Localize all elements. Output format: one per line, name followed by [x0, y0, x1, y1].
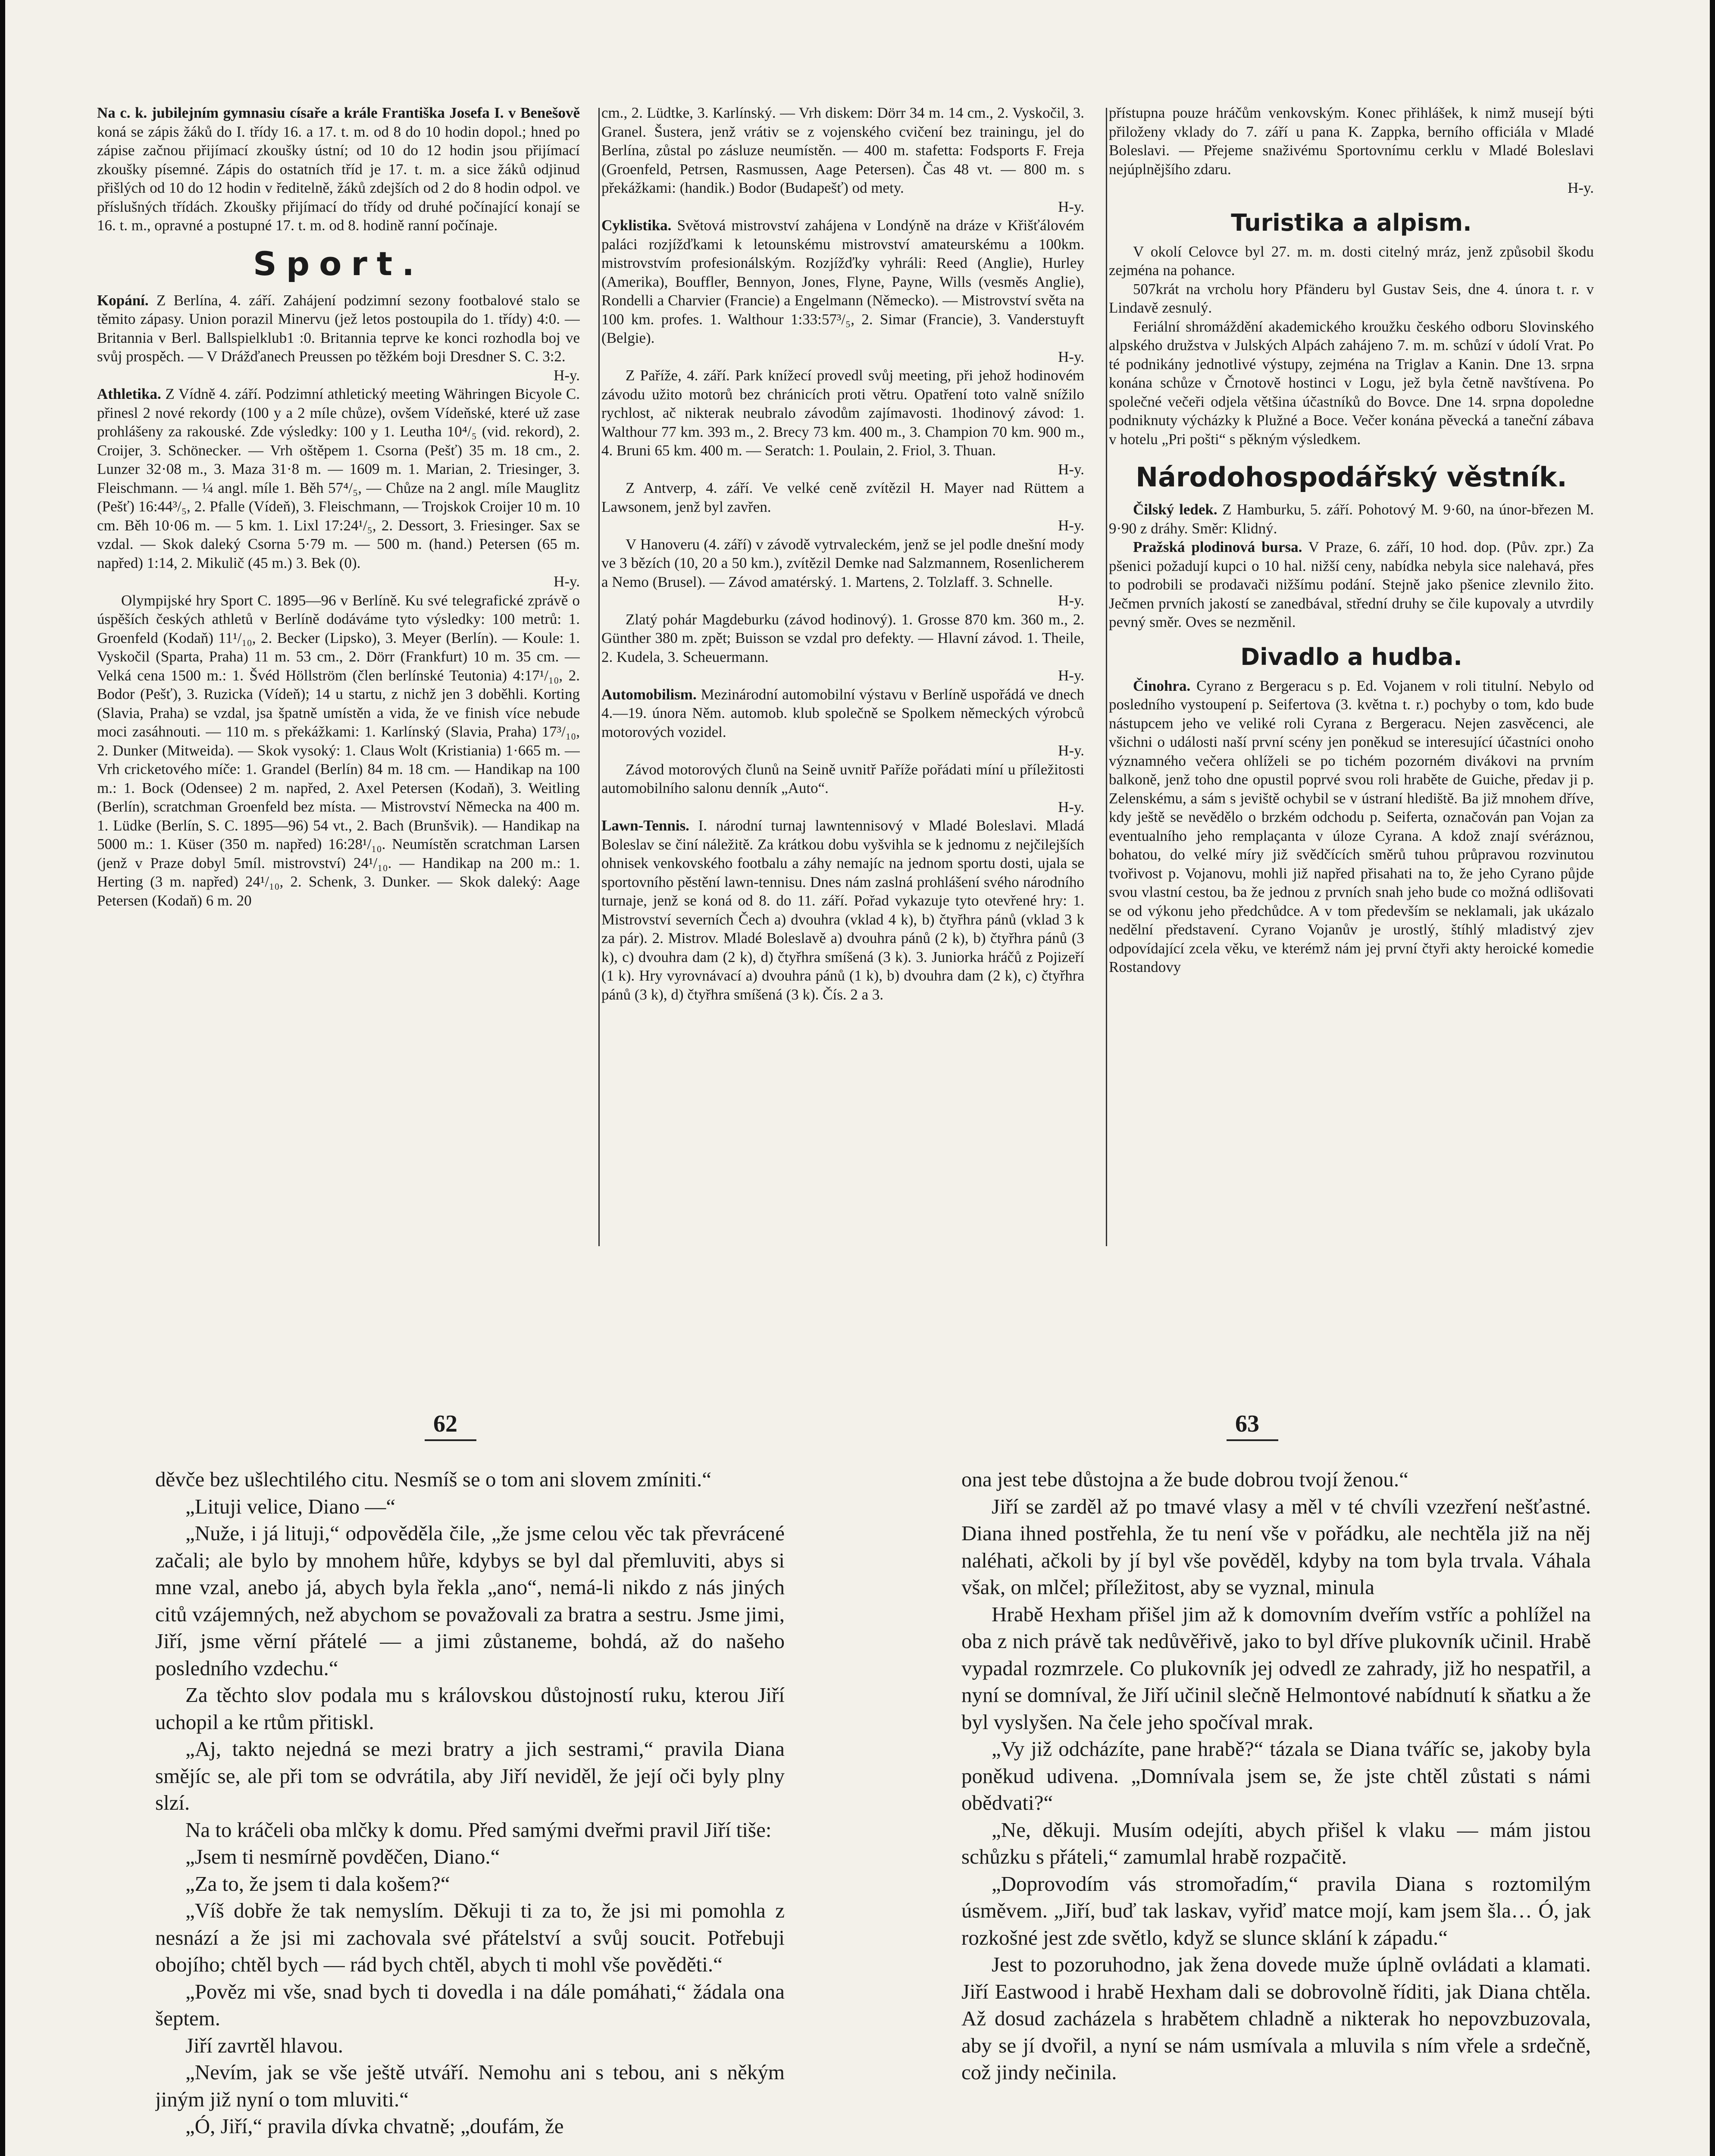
ledek-text: Z Hamburku, 5. září. Pohotový M. 9·60, na únor-březen M. 9·90 z dráhy. Směr: Klidný. — [1109, 501, 1594, 537]
book-paragraph: „Lituji velice, Diano —“ — [185, 1494, 396, 1518]
page-number-right: 63 — [1235, 1410, 1259, 1437]
book-paragraph: Hrabě Hexham přišel jim až k domovním dveřím vstříc a pohlížel na oba z nich právě tak nedůvěřivě, jako to byl dříve plukovník učinil. Hrabě vypadal rozmrzele. Co plukovník jej odvedl ze zahrady, již ho nespatřil, a nyní se domníval, že Jiří učinil slečně Helmontové nabídnutí k sňatku a že byl vyslyšen. Na čele jeho spočíval mrak. — [961, 1602, 1591, 1734]
athletika-lead: Athletika. — [97, 385, 161, 402]
book-paragraph: „Víš dobře že tak nemyslím. Děkuji ti za to, že jsi mi pomohla z nesnází a že jsi mi zachovala své přátelství a svůj soucit. Potřebuji obojího; chtěl bych — rád bych chtěl, abych ti mohl vše pověděti.“ — [155, 1899, 785, 1976]
article-celovec: V okolí Celovce byl 27. m. m. dosti citelný mráz, jenž způsobil škodu zejména na pohance. — [1109, 243, 1594, 279]
article-athletika — [97, 385, 580, 572]
cyklistika-text: Světová mistrovství zahájena v Londýně na dráze v Křišťálovém paláci rozjížďkami k letounskému mistrovství amateurskému a 100km. mistrovstvím profesionálským. Rozjížďky vyhráli: Reed (Anglie), Hurley (Amerika), Bouffler, Bennyon, Jones, Flyne, Payne, Wills (vesměs Anglie), Rondelli a Charvier (Francie) a Engelmann (Německo). — Mistrovství světa na 100 km. profes. 1. Walthour 1:33:57³/₅, 2. Simar (Francie), 3. Vanderstuyft (Belgie). — [601, 217, 1084, 346]
article-ferialni: Feriální shromáždění akademického kroužku českého odboru Slovinského alpského družstva v Julských Alpách zahájeno 7. m. m. schůzí v údolí Vrat. Po té podnikány jednotlivé výstupy, zejména na Triglav a Kanin. Dne 13. srpna konána schůze v Črnotově hostinci v Logu, jež byla četně navštívena. Po společné večeři odjela většina účastníků do Bovce. Dne 14. srpna dopoledne podniknuty výcházky k Plužné a Boce. Večer konána pěvecká a taneční zábava v hotelu „Pri pošti“ s pěkným výsledkem. — [1109, 318, 1594, 448]
book-paragraph: „Za to, že jsem ti dala košem?“ — [185, 1871, 450, 1896]
book-paragraph: Jiří zavrtěl hlavou. — [185, 2033, 344, 2057]
page-number-left: 62 — [433, 1410, 457, 1437]
book-paragraph: Jest to pozoruhodno, jak žena dovede muže úplně ovládati a klamati. Jiří Eastwood i hrabě Hexham dali se dobrovolně říditi, jak Diana chtěla. Až dosud zacházela s hrabětem chladně a nikterak ho nepovzbuzovala, aby se jí dvořil, a nyní se nám usmívala a mluvila s ním vřele a srdečně, což jindy nečinila. — [961, 1952, 1591, 2084]
school-notice-text: koná se zápis žáků do I. třídy 16. a 17. t. m. od 8 do 10 hodin dopol.; hned po zápise začnou přijímací zkoušky ústní; od 10 do 12 hodin jsou přijímací zkoušky písemné. Zápis do ostatních tříd je 17. t. m. a sice žáků odjinud přišlých od 10 do 12 hodin v ředitelně, žáků zdejších od 2 do 8 hodin odpol. ve příslušných třídách. Zkoušky přijímací do třídy od druhé počínající konají se 16. t. m., opravné a postupné 17. t. m. od 8. hodině ranní počínaje. — [97, 123, 580, 234]
article-cinohra — [1109, 677, 1594, 977]
page-number-underline — [425, 1439, 476, 1441]
article-cyklistika — [601, 216, 1084, 348]
book-paragraph: „Ó, Jiří,“ pravila dívka chvatně; „doufám, že — [185, 2114, 564, 2138]
book-paragraph: „Vy již odcházíte, pane hrabě?“ tázala se Diana tváříc se, jakoby byla poněkud udivena. „Domnívala jsem se, že jste chtěl zůstati s námi obědvati?“ — [961, 1737, 1591, 1814]
bursa-text: V Praze, 6. září, 10 hod. dop. (Pův. zpr.) Za pšenici požadují kupci o 10 hal. nižší ceny, nabídka nebyla sice nalehavá, přes to podrobili se prodavači nižšímu podání. Stejně jako pšenice zlevnilo žito. Ječmen prvních jakostí se zanedbával, střední druhy se čile kupovaly a utvrdily pevný směr. Oves se nezměnil. — [1109, 539, 1594, 630]
article-bursa — [1109, 538, 1594, 632]
col3-continuation: přístupna pouze hráčům venkovským. Konec přihlášek, k nimž musejí býti přiloženy vklady do 7. září u pana K. Zappka, berního officiála v Mladé Boleslavi. — Přejeme snaživému Sportovnímu cerklu v Mladé Boleslavi nejúplnějšího zdaru. — [1109, 104, 1594, 178]
athletika-text: Z Vídně 4. září. Podzimní athletický meeting Währingen Bicyole C. přinesl 2 nové rekordy (100 y a 2 míle chůze), ovšem Vídeňské, které už zase prohlášeny za rakouské. Zde výsledky: 100 y 1. Leutha 10⁴/₅ (vid. rekord), 2. Croijer, 3. Schönecker. — Vrh oštěpem 1. Csorna (Pešť) 35 m. 18 cm., 2. Lunzer 32·08 m., 3. Maza 31·8 m. — 1609 m. 1. Marian, 2. Triesinger, 3. Fleischmann. — ¼ angl. míle 1. Běh 57⁴/₅, — Chůze na 2 angl. míle Mauglitz (Pešť) 16:44³/₅, 2. Pfalle (Vídeň), 3. Fleischmann, — Trojskok Croijer 10 m. 10 cm. Běh 10·06 m. — 5 km. 1. Lixl 17:24¹/₅, 2. Dessort, 3. Friesinger. Sax se vzdal. — Skok daleký Csorna 5·79 m. — 500 m. (hand.) Petersen (65 m. napřed) 1:14, 2. Mikulič (45 m.) 3. Bek (0). — [97, 385, 580, 571]
col2-continuation: cm., 2. Lüdtke, 3. Karlínský. — Vrh diskem: Dörr 34 m. 14 cm., 2. Vyskočil, 3. Granel. Šustera, jenž vrátiv se z vojenského cvičení bez trainingu, jel do Berlína, zůstal po zásluze neumístěn. — 400 m. stafetta: Fodsports F. Freja (Groenfeld, Petrsen, Rasmussen, Aage Petersen). Čas 48 vt. — 800 m. s překážkami: (handik.) Bodor (Budapešť) od mety. — [601, 104, 1084, 196]
article-ledek — [1109, 500, 1594, 538]
cinohra-text: Cyrano z Bergeracu s p. Ed. Vojanem v roli titulní. Nebylo od posledního vystoupení p. Seifertova (3. května t. r.) pochyby o tom, kdo bude nástupcem jeho ve veliké roli Cyrana z Bergeracu. Nejen zasvěcenci, ale všichni o události naší první scény jen poněkud se interesující účastníci onoho významného večera ohlíželi se po tichém pozorném divákovi na prvním balkoně, jenž toho dne opustil poprvé svou roli hraběte de Guiche, předav ji p. Zelenskému, a sám s jeviště ochybil se v ústraní hlediště. Ba již mnohem dříve, kdy ještě se nevědělo o brzkém odchodu p. Seiferta, označován pan Vojan za eventualního jeho remplaçanta v úloze Cyrana. A kdož znají svéráznou, bohatou, do velké míry již svědčících směrů tuhou průpravou rozvinutou tvořivost p. Vojanovu, mohli již napřed přisahati na to, že jeho Cyrano půjde svou vlastní cestou, ba že jednou z prvních snah jeho bude co možná odlišovati se od výkonu jeho předchůdce. A v tom především se neklamali, jak ukázalo nedělní představení. Cyrano Vojanův je urostlý, štíhlý mladistvý zjev odpovídající zcela věku, ve kterémž nám jej první čtyři akty heroické komedie Rostandovy — [1109, 677, 1594, 975]
column-divider — [1106, 108, 1107, 1246]
cyklistika-lead: Cyklistika. — [601, 217, 672, 234]
book-paragraph: „Doprovodím vás stromořadím,“ pravila Diana s roztomilým úsměvem. „Jiří, buď tak laskav, vyřiď matce mojí, kam jsem šla… Ó, jak rozkošné jest zde světlo, když se slunce sklání k západu.“ — [961, 1871, 1591, 1949]
col3-continuation-signature: H-y. — [1568, 179, 1594, 196]
book-paragraph: „Nevím, jak se vše ještě utváří. Nemohu ani s tebou, ani s někým jiným již nyní o tom mluviti.“ — [155, 2060, 785, 2111]
book-page-right — [961, 1466, 1591, 2156]
school-notice-lead: Na c. k. jubilejním gymnasiu císaře a krále Františka Josefa I. v Benešově — [97, 104, 580, 121]
book-paragraph: „Pověz mi vše, snad bych ti dovedla i na dále pomáhati,“ žádala ona šeptem. — [155, 1979, 785, 2030]
scan-edge-left — [0, 0, 5, 2156]
turistika-heading: Turistika a alpism. — [1231, 209, 1472, 236]
kopani-lead: Kopání. — [97, 291, 149, 309]
book-page-left — [155, 1466, 785, 2156]
newspaper-column-3 — [1109, 103, 1594, 1276]
tennis-lead: Lawn-Tennis. — [601, 817, 689, 834]
book-paragraph: děvče bez ušlechtilého citu. Nesmíš se o tom ani slovem zmíniti.“ — [155, 1467, 712, 1491]
automobilism-signature: H-y. — [1058, 742, 1084, 759]
article-tennis — [601, 816, 1084, 1004]
book-paragraph: Jiří se zarděl až po tmavé vlasy a měl v té chvíli vzezření nešťastné. Diana ihned postřehla, že tu není vše v pořádku, ale nechtěla již na něj naléhati, ačkoli by jí byl vše pověděl, kdyby na tom byla trvala. Váhala však, on mlčel; příležitost, aby se vyznal, minula — [961, 1494, 1591, 1599]
column-divider — [598, 108, 600, 1246]
article-antverp: Z Antverp, 4. září. Ve velké ceně zvítězil H. Mayer nad Rüttem a Lawsonem, jenž byl zavřen. — [601, 479, 1084, 515]
pariz-signature: H-y. — [1058, 461, 1084, 478]
article-automobilism — [601, 685, 1084, 742]
article-kopani — [97, 291, 580, 366]
book-paragraph: Na to kráčeli oba mlčky k domu. Před samými dveřmi pravil Jiří tiše: — [185, 1818, 772, 1842]
bursa-lead: Pražská plodinová bursa. — [1133, 539, 1302, 555]
clunu-signature: H-y. — [1058, 798, 1084, 815]
kopani-signature: H-y. — [554, 367, 580, 384]
article-clunu: Závod motorových člunů na Seině uvnitř Paříže pořádati míní u příležitosti automobilního salonu denník „Auto“. — [601, 761, 1084, 796]
book-paragraph: ona jest tebe důstojna a že bude dobrou tvojí ženou.“ — [961, 1467, 1408, 1491]
scan-edge-right — [1710, 0, 1715, 2156]
automobilism-text: Mezinárodní automobilní výstavu v Berlíně uspořádá ve dnech 4.—19. února Něm. automob. klub společně se Spolkem německých výrobců motorových vozidel. — [601, 686, 1084, 740]
book-paragraph: „Ne, děkuji. Musím odejíti, abych přišel k vlaku — mám jistou schůzku s přáteli,“ zamumlal hrabě rozpačitě. — [961, 1818, 1591, 1868]
col2-continuation-signature: H-y. — [1058, 198, 1084, 215]
newspaper-column-1 — [97, 103, 580, 1276]
hanover-signature: H-y. — [1058, 592, 1084, 609]
book-paragraph: Za těchto slov podala mu s královskou důstojností ruku, kterou Jiří uchopil a ke rtům přitiskl. — [155, 1683, 785, 1734]
article-pfander: 507krát na vrcholu hory Pfänderu byl Gustav Seis, dne 4. února t. r. v Lindavě zesnulý. — [1109, 280, 1594, 316]
athletika-signature: H-y. — [554, 573, 580, 590]
sport-heading: Sport. — [253, 244, 424, 283]
book-paragraph: „Jsem ti nesmírně povděčen, Diano.“ — [185, 1845, 500, 1868]
automobilism-lead: Automobilism. — [601, 686, 697, 703]
article-hanover: V Hanoveru (4. září) v závodě vytrvaleckém, jenž se jel podle dnešní mody ve 3 bězích (10, 20 a 50 km.), zvítězil Demke nad Salzmannem, Rosenlicherem a Nemo (Brusel). — Závod amatérský. 1. Martens, 2. Tolzlaff. 3. Schnelle. — [601, 536, 1084, 590]
magdeburk-signature: H-y. — [1058, 667, 1084, 684]
article-pariz: Z Paříže, 4. září. Park knížecí provedl svůj meeting, při jehož hodinovém závodu užito motorů bez chránicích proti větru. Opatření toto valně snížilo rychlost, ač nikterak neubralo závodům zajímavosti. 1hodinový závod: 1. Walthour 77 km. 393 m., 2. Brecy 73 km. 400 m., 3. Champion 70 km. 900 m., 4. Bruni 65 km. 400 m. — Seratch: 1. Poulain, 2. Friol, 3. Thuan. — [601, 367, 1084, 459]
tennis-text: I. národní turnaj lawntennisový v Mladé Boleslavi. Mladá Boleslav se činí náležitě. Za krátkou dobu vyšvihla se k jednomu z nejčilejších ohnisek venkovského footbalu a záhy nemajíc na jednom sportu dosti, ujala se sportovního pěstění lawn-tennisu. Dnes nám zaslná prohlášení svého národního turnaje, jenž se koná od 8. do 11. září. Pořad vykazuje tyto otevřené hry: 1. Mistrovství severních Čech a) dvouhra (vklad 4 k), b) čtyřhra pánů (vklad 3 k za pár). 2. Mistrov. Mladé Boleslavě a) dvouhra pánů (2 k), b) čtyřhra pánů (3 k), c) dvouhra dam (2 k), d) čtyřhra smíšená (3 k). 3. Juniorka hráčů z Pojizeří (1 k). Hry vyrovnávací a) dvouhra pánů (1 k), b) dvouhra dam (2 k), c) čtyřhra pánů (3 k), d) čtyřhra smíšená (3 k). Čís. 2 a 3. — [601, 817, 1084, 1003]
article-olympic: Olympijské hry Sport C. 1895—96 v Berlíně. Ku své telegrafické zprávě o úspěších českých athletů v Berlíně dodáváme tyto výsledky: 100 metrů: 1. Groenfeld (Kodaň) 11¹/₁₀, 2. Becker (Lipsko), 3. Meyer (Berlín). — Koule: 1. Vyskočil (Sparta, Praha) 11 m. 53 cm., 2. Dörr (Frankfurt) 10 m. 35 cm. — Velká cena 1500 m.: 1. Švéd Höllström (člen berlínské Teutonia) 4:17¹/₁₀, 2. Bodor (Pešť), 3. Ruzicka (Vídeň); 14 u startu, z nichž jen 3 doběhli. Korting (Slavia, Praha) se vzdal, jsa špatně umístěn a vida, že ve finish více nebude moci zasáhnouti. — 110 m. s překážkami: 1. Karlínský (Slavia, Praha) 17³/₁₀, 2. Dunker (Mitweida). — Skok vysoký: 1. Claus Wolt (Kristiania) 1·665 m. — Vrh cricketového míče: 1. Grandel (Berlín) 84 m. 18 cm. — Handikap na 100 m.: 1. Bock (Odensee) 2 m. napřed, 2. Axel Petersen (Kodaň), 3. Weitling (Berlín), scratchman Groenfeld bez místa. — Mistrovství Německa na 400 m. 1. Lüdke (Berlín, S. C. 1895—96) 54 vt., 2. Bach (Brunšvik). — Handikap na 5000 m.: 1. Küser (350 m. napřed) 16:28¹/₁₀. Neumístěn scratchman Larsen (jenž v Praze dobyl 5míl. mistrovství) 24¹/₁₀. — Handikap na 200 m.: 1. Herting (3 m. napřed) 24¹/₁₀, 2. Schenk, 3. Dunker. — Skok daleký: Aage Petersen (Kodaň) 6 m. 20 — [97, 592, 580, 909]
school-notice — [97, 103, 580, 235]
newspaper-column-2 — [601, 103, 1084, 1276]
narodohospodarsky-heading: Národohospodářský věstník. — [1136, 461, 1567, 493]
cinohra-lead: Činohra. — [1133, 677, 1191, 694]
article-magdeburk: Zlatý pohár Magdeburku (závod hodinový). 1. Grosse 870 km. 360 m., 2. Günther 380 m. zpět; Buisson se vzdal pro defekty. — Hlavní závod. 1. Theile, 2. Kudela, 3. Scheuermann. — [601, 611, 1084, 665]
page-number-underline — [1227, 1439, 1278, 1441]
antverp-signature: H-y. — [1058, 517, 1084, 534]
divadlo-heading: Divadlo a hudba. — [1240, 643, 1462, 671]
kopani-text: Z Berlína, 4. září. Zahájení podzimní sezony footbalové stalo se těmito zápasy. Union porazil Minervu (jež letos postoupila do 1. třídy) 4:0. — Britannia v Berl. Ballspielklub1 :0. Britannia teprve ke konci rozhodla boj ve svůj prospěch. — V Drážďanech Preussen po těžkém boji Dresdner S. C. 3:2. — [97, 291, 580, 365]
book-paragraph: „Nuže, i já lituji,“ odpověděla čile, „že jsme celou věc tak převrácené začali; ale bylo by mnohem hůře, kdybys se byl dal přemluviti, abys si mne vzal, anebo já, abych byla řekla „ano“, nemá-li nikdo z nás jiných citů vzájemných, než abychom se považovali za bratra a sestru. Jsme jimi, Jiří, jsme věrní přátelé — a jimi zůstaneme, bohdá, až do našeho posledního vzdechu.“ — [155, 1521, 785, 1680]
cyklistika-signature: H-y. — [1058, 348, 1084, 365]
book-paragraph: „Aj, takto nejedná se mezi bratry a jich sestrami,“ pravila Diana smějíc se, ale při tom se odvrátila, aby Jiří neviděl, že její oči byly plny slzí. — [155, 1737, 785, 1814]
ledek-lead: Čilský ledek. — [1133, 501, 1217, 518]
